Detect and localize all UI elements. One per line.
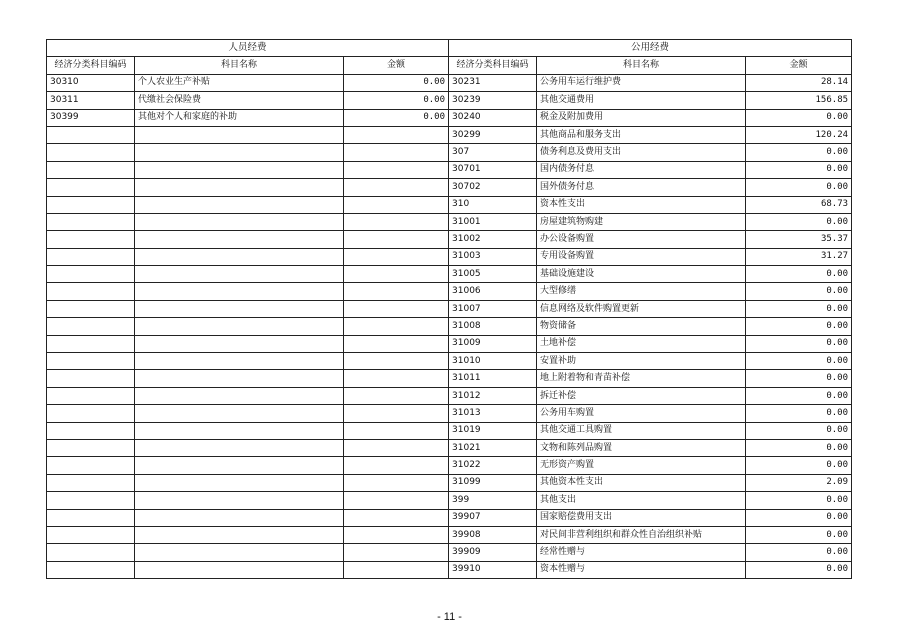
left-name-header: 科目名称: [135, 57, 344, 74]
table-row: [47, 544, 852, 561]
left-code-cell: [47, 492, 135, 509]
right-code-cell: 31008: [449, 318, 537, 335]
page-number: - 11 -: [437, 611, 462, 623]
left-code-cell: [47, 370, 135, 387]
left-code-cell: [47, 231, 135, 248]
left-amount-cell: [344, 457, 449, 474]
right-code-cell: 31002: [449, 231, 537, 248]
left-code-cell: [47, 335, 135, 352]
left-name-cell: [135, 405, 344, 422]
table-row: [47, 231, 852, 248]
left-code-cell: [47, 457, 135, 474]
left-amount-cell: [344, 439, 449, 456]
right-name-cell: 国内债务付息: [537, 161, 746, 178]
left-code-cell: [47, 300, 135, 317]
table-row: [47, 405, 852, 422]
left-name-cell: [135, 544, 344, 561]
table-row: [47, 457, 852, 474]
left-amount-cell: [344, 248, 449, 265]
left-amount-cell: [344, 144, 449, 161]
right-code-cell: 31011: [449, 370, 537, 387]
left-amount-cell: [344, 387, 449, 404]
left-amount-cell: [344, 196, 449, 213]
left-code-cell: [47, 544, 135, 561]
right-amount-cell: 0.00: [746, 318, 852, 335]
right-name-cell: 其他支出: [537, 492, 746, 509]
right-code-cell: 30231: [449, 74, 537, 91]
right-name-cell: 安置补助: [537, 353, 746, 370]
left-amount-cell: [344, 179, 449, 196]
right-amount-cell: 0.00: [746, 544, 852, 561]
table-row: [47, 92, 852, 109]
public-expense-group-header: 公用经费: [449, 40, 852, 57]
right-name-cell: 基础设施建设: [537, 266, 746, 283]
right-amount-cell: 0.00: [746, 283, 852, 300]
table-row: [47, 439, 852, 456]
left-code-cell: 30399: [47, 109, 135, 126]
column-header-row: [47, 57, 852, 74]
right-code-cell: 30299: [449, 126, 537, 143]
left-code-cell: [47, 526, 135, 543]
left-amount-cell: [344, 370, 449, 387]
left-code-cell: [47, 474, 135, 491]
right-name-cell: 无形资产购置: [537, 457, 746, 474]
left-code-cell: [47, 405, 135, 422]
left-name-cell: 代缴社会保险费: [135, 92, 344, 109]
left-code-cell: [47, 144, 135, 161]
table-body: [47, 74, 852, 578]
right-amount-cell: 31.27: [746, 248, 852, 265]
right-name-cell: 房屋建筑物购建: [537, 213, 746, 230]
right-code-cell: 30239: [449, 92, 537, 109]
left-name-cell: [135, 526, 344, 543]
left-name-cell: [135, 144, 344, 161]
left-name-cell: [135, 509, 344, 526]
right-amount-cell: 0.00: [746, 213, 852, 230]
right-name-cell: 国家赔偿费用支出: [537, 509, 746, 526]
left-name-cell: [135, 439, 344, 456]
left-name-cell: [135, 474, 344, 491]
right-code-cell: 30240: [449, 109, 537, 126]
right-name-cell: 土地补偿: [537, 335, 746, 352]
right-code-cell: 31003: [449, 248, 537, 265]
right-name-cell: 公务用车运行维护费: [537, 74, 746, 91]
right-code-cell: 31012: [449, 387, 537, 404]
table-row: [47, 144, 852, 161]
table-row: [47, 161, 852, 178]
left-name-cell: [135, 161, 344, 178]
right-amount-cell: 0.00: [746, 492, 852, 509]
right-code-cell: 31006: [449, 283, 537, 300]
left-code-cell: [47, 509, 135, 526]
group-header-row: [47, 40, 852, 57]
table-row: [47, 318, 852, 335]
left-amount-header: 金额: [344, 57, 449, 74]
right-name-cell: 国外债务付息: [537, 179, 746, 196]
left-amount-cell: [344, 318, 449, 335]
right-code-cell: 39910: [449, 561, 537, 578]
left-name-cell: [135, 300, 344, 317]
left-code-cell: [47, 283, 135, 300]
left-name-cell: [135, 353, 344, 370]
right-name-cell: 文物和陈列品购置: [537, 439, 746, 456]
left-code-cell: [47, 179, 135, 196]
right-code-cell: 39909: [449, 544, 537, 561]
right-name-cell: 地上附着物和青苗补偿: [537, 370, 746, 387]
right-amount-cell: 120.24: [746, 126, 852, 143]
left-amount-cell: [344, 300, 449, 317]
left-name-cell: [135, 248, 344, 265]
table-row: [47, 300, 852, 317]
left-code-cell: [47, 561, 135, 578]
table-row: [47, 266, 852, 283]
left-code-cell: 30310: [47, 74, 135, 91]
left-amount-cell: 0.00: [344, 74, 449, 91]
left-code-cell: [47, 439, 135, 456]
right-code-cell: 31007: [449, 300, 537, 317]
left-name-cell: [135, 266, 344, 283]
table-row: [47, 335, 852, 352]
right-amount-cell: 156.85: [746, 92, 852, 109]
right-code-cell: 30702: [449, 179, 537, 196]
right-amount-cell: 0.00: [746, 509, 852, 526]
right-amount-cell: 0.00: [746, 161, 852, 178]
table-row: [47, 370, 852, 387]
left-code-cell: 30311: [47, 92, 135, 109]
right-code-cell: 31005: [449, 266, 537, 283]
left-amount-cell: [344, 526, 449, 543]
left-name-cell: [135, 422, 344, 439]
right-amount-cell: 0.00: [746, 439, 852, 456]
left-code-cell: [47, 126, 135, 143]
right-amount-cell: 0.00: [746, 457, 852, 474]
table-row: [47, 492, 852, 509]
right-name-cell: 办公设备购置: [537, 231, 746, 248]
left-name-cell: [135, 213, 344, 230]
personnel-expense-group-header: 人员经费: [47, 40, 449, 57]
left-code-cell: [47, 318, 135, 335]
right-name-cell: 经常性赠与: [537, 544, 746, 561]
table-row: [47, 213, 852, 230]
table-row: [47, 526, 852, 543]
table-row: [47, 422, 852, 439]
left-name-cell: [135, 196, 344, 213]
left-name-cell: [135, 387, 344, 404]
table-row: [47, 283, 852, 300]
left-amount-cell: [344, 283, 449, 300]
left-name-cell: [135, 335, 344, 352]
table-row: [47, 474, 852, 491]
left-amount-cell: 0.00: [344, 92, 449, 109]
left-code-header: 经济分类科目编码: [47, 57, 135, 74]
right-code-cell: 31013: [449, 405, 537, 422]
left-amount-cell: [344, 161, 449, 178]
left-amount-cell: [344, 509, 449, 526]
right-amount-cell: 0.00: [746, 179, 852, 196]
left-code-cell: [47, 387, 135, 404]
table-row: [47, 509, 852, 526]
right-name-cell: 专用设备购置: [537, 248, 746, 265]
left-name-cell: [135, 370, 344, 387]
left-amount-cell: [344, 561, 449, 578]
table-row: [47, 196, 852, 213]
right-code-cell: 307: [449, 144, 537, 161]
right-code-cell: 30701: [449, 161, 537, 178]
left-name-cell: [135, 231, 344, 248]
left-amount-cell: [344, 266, 449, 283]
expenditure-table: [46, 39, 852, 579]
right-name-cell: 拆迁补偿: [537, 387, 746, 404]
right-amount-header: 金额: [746, 57, 852, 74]
left-amount-cell: [344, 335, 449, 352]
right-name-cell: 其他交通费用: [537, 92, 746, 109]
left-code-cell: [47, 248, 135, 265]
right-amount-cell: 0.00: [746, 266, 852, 283]
right-amount-cell: 0.00: [746, 387, 852, 404]
left-name-cell: [135, 126, 344, 143]
table-row: [47, 109, 852, 126]
left-amount-cell: [344, 474, 449, 491]
left-name-cell: [135, 457, 344, 474]
right-code-header: 经济分类科目编码: [449, 57, 537, 74]
left-code-cell: [47, 353, 135, 370]
table-row: [47, 126, 852, 143]
right-amount-cell: 0.00: [746, 370, 852, 387]
left-amount-cell: [344, 492, 449, 509]
right-code-cell: 39908: [449, 526, 537, 543]
right-amount-cell: 0.00: [746, 353, 852, 370]
right-code-cell: 31021: [449, 439, 537, 456]
left-name-cell: [135, 561, 344, 578]
right-name-cell: 其他交通工具购置: [537, 422, 746, 439]
right-code-cell: 31099: [449, 474, 537, 491]
right-amount-cell: 0.00: [746, 422, 852, 439]
right-amount-cell: 0.00: [746, 526, 852, 543]
right-amount-cell: 0.00: [746, 561, 852, 578]
left-amount-cell: [344, 126, 449, 143]
right-amount-cell: 2.09: [746, 474, 852, 491]
right-code-cell: 31001: [449, 213, 537, 230]
right-code-cell: 31010: [449, 353, 537, 370]
right-code-cell: 39907: [449, 509, 537, 526]
right-amount-cell: 68.73: [746, 196, 852, 213]
right-name-cell: 物资储备: [537, 318, 746, 335]
table-row: [47, 248, 852, 265]
left-code-cell: [47, 213, 135, 230]
left-code-cell: [47, 196, 135, 213]
left-name-cell: [135, 179, 344, 196]
right-name-header: 科目名称: [537, 57, 746, 74]
left-amount-cell: [344, 422, 449, 439]
left-name-cell: [135, 318, 344, 335]
left-name-cell: 个人农业生产补贴: [135, 74, 344, 91]
left-name-cell: [135, 283, 344, 300]
left-name-cell: [135, 492, 344, 509]
right-name-cell: 资本性支出: [537, 196, 746, 213]
right-code-cell: 310: [449, 196, 537, 213]
right-name-cell: 对民间非营利组织和群众性自治组织补贴: [537, 526, 746, 543]
right-amount-cell: 0.00: [746, 300, 852, 317]
right-code-cell: 31009: [449, 335, 537, 352]
table-row: [47, 353, 852, 370]
right-name-cell: 其他商品和服务支出: [537, 126, 746, 143]
left-amount-cell: 0.00: [344, 109, 449, 126]
left-code-cell: [47, 266, 135, 283]
right-name-cell: 其他资本性支出: [537, 474, 746, 491]
left-amount-cell: [344, 231, 449, 248]
left-code-cell: [47, 422, 135, 439]
table-row: [47, 179, 852, 196]
right-amount-cell: 0.00: [746, 335, 852, 352]
right-name-cell: 税金及附加费用: [537, 109, 746, 126]
right-amount-cell: 35.37: [746, 231, 852, 248]
left-code-cell: [47, 161, 135, 178]
right-code-cell: 399: [449, 492, 537, 509]
left-amount-cell: [344, 213, 449, 230]
right-amount-cell: 0.00: [746, 405, 852, 422]
right-amount-cell: 0.00: [746, 144, 852, 161]
right-name-cell: 资本性赠与: [537, 561, 746, 578]
left-amount-cell: [344, 405, 449, 422]
right-amount-cell: 28.14: [746, 74, 852, 91]
right-name-cell: 大型修缮: [537, 283, 746, 300]
table-row: [47, 387, 852, 404]
right-amount-cell: 0.00: [746, 109, 852, 126]
left-name-cell: 其他对个人和家庭的补助: [135, 109, 344, 126]
table-row: [47, 74, 852, 91]
table-row: [47, 561, 852, 578]
left-amount-cell: [344, 353, 449, 370]
left-amount-cell: [344, 544, 449, 561]
right-code-cell: 31019: [449, 422, 537, 439]
right-code-cell: 31022: [449, 457, 537, 474]
right-name-cell: 信息网络及软件购置更新: [537, 300, 746, 317]
right-name-cell: 公务用车购置: [537, 405, 746, 422]
right-name-cell: 债务利息及费用支出: [537, 144, 746, 161]
